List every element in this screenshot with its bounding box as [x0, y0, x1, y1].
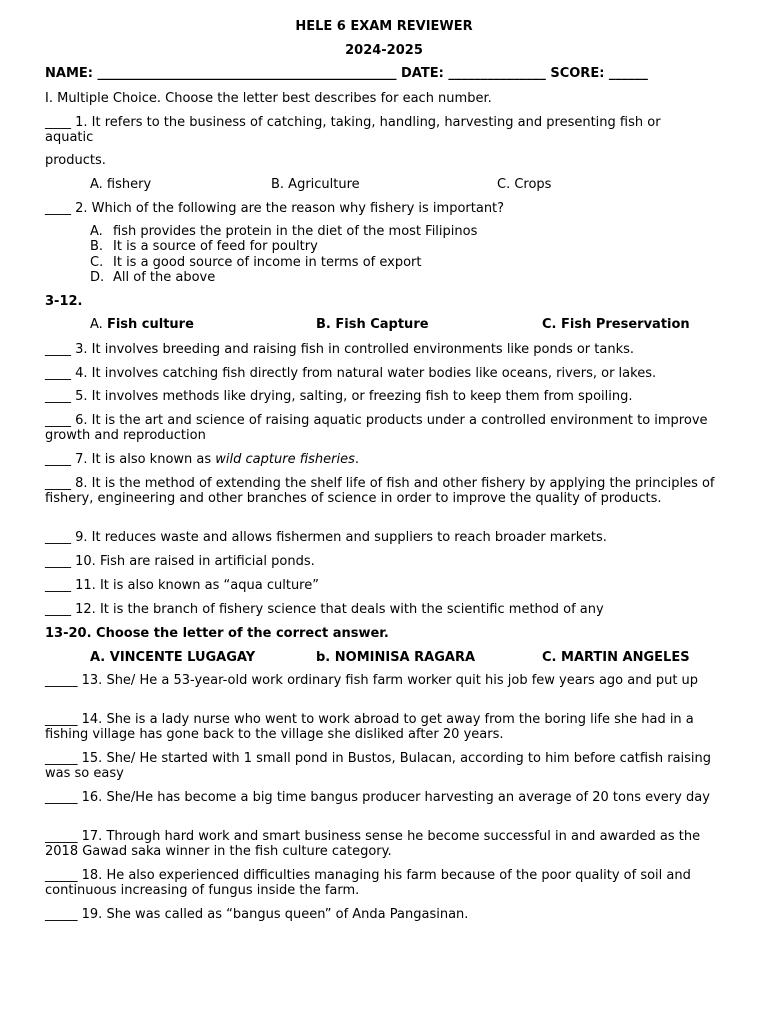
q2-option-d-letter: D.: [90, 270, 105, 285]
section3-option-b: b. NOMINISA RAGARA: [316, 650, 476, 665]
q1-option-c: C. Crops: [497, 177, 552, 192]
q2-option-c-text: It is a good source of income in terms of export: [113, 255, 422, 270]
question-13: _____ 13. She/ He a 53-year-old work ordinary fish farm worker quit his job few years ago and put up: [45, 673, 699, 688]
question-9: ____ 9. It reduces waste and allows fishermen and suppliers to reach broader markets.: [45, 530, 607, 545]
question-16: _____ 16. She/He has become a big time bangus producer harvesting an average of 20 tons every day: [45, 790, 710, 805]
q2-option-b: [90, 239, 318, 254]
school-year: 2024-2025: [345, 43, 423, 58]
q1-option-a: A. fishery: [90, 177, 152, 192]
q2-option-b-letter: B.: [90, 239, 104, 254]
q2-option-d: [90, 270, 215, 285]
question-18: _____ 18. He also experienced difficulties managing his farm because of the poor quality of soil and continuous increasing of fungus inside the farm.: [45, 868, 691, 898]
question-17: _____ 17. Through hard work and smart business sense he become successful in and awarded as the 2018 Gawad saka winner in the fish culture category.: [45, 829, 701, 859]
question-2: ____ 2. Which of the following are the reason why fishery is important?: [45, 201, 505, 216]
question-8: ____ 8. It is the method of extending the shelf life of fish and other fishery by applying the principles of fishery, engineering and other branches of science in order to improve the quality of products.: [45, 476, 715, 506]
question-5: ____ 5. It involves methods like drying, salting, or freezing fish to keep them from spoiling.: [45, 389, 633, 404]
question-10: ____ 10. Fish are raised in artificial ponds.: [45, 554, 315, 569]
section3-option-c: C. MARTIN ANGELES: [542, 650, 690, 665]
question-3: ____ 3. It involves breeding and raising fish in controlled environments like ponds or tanks.: [45, 342, 635, 357]
exam-title: HELE 6 EXAM REVIEWER: [295, 19, 473, 34]
section2-option-b: B. Fish Capture: [316, 317, 429, 332]
q2-option-d-text: All of the above: [113, 270, 216, 285]
q2-option-a-text: fish provides the protein in the diet of the most Filipinos: [113, 224, 478, 239]
question-1-line2: aquatic: [45, 130, 94, 145]
q2-option-a: [90, 224, 477, 239]
section2-option-a: [90, 317, 194, 332]
section3-heading: 13-20. Choose the letter of the correct answer.: [45, 626, 389, 641]
section3-option-a: A. VINCENTE LUGAGAY: [90, 650, 256, 665]
question-12: ____ 12. It is the branch of fishery science that deals with the scientific method of any: [45, 602, 604, 617]
q2-option-b-text: It is a source of feed for poultry: [113, 239, 318, 254]
name-date-score-line: NAME: ______________________________________________ DATE: _______________ SCORE: ______: [45, 66, 648, 81]
question-11: ____ 11. It is also known as “aqua culture”: [45, 578, 319, 593]
question-7-term: wild capture fisheries: [215, 452, 355, 467]
question-7-text: ____ 7. It is also known as: [45, 452, 216, 467]
section2-option-a-text: Fish culture: [106, 317, 194, 332]
question-6: ____ 6. It is the art and science of raising aquatic products under a controlled environment to improve growth and reproduction: [45, 413, 708, 443]
q2-option-a-letter: A.: [90, 224, 103, 239]
question-7: [45, 452, 736, 467]
question-19: _____ 19. She was called as “bangus queen” of Anda Pangasinan.: [45, 907, 469, 922]
section2-option-a-prefix: A.: [90, 317, 103, 332]
question-14: _____ 14. She is a lady nurse who went to work abroad to get away from the boring life she had in a fishing village has gone back to the village she disliked after 20 years.: [45, 712, 694, 742]
q1-option-b: B. Agriculture: [271, 177, 360, 192]
question-1-line1: ____ 1. It refers to the business of catching, taking, handling, harvesting and presenting fish or: [45, 115, 661, 130]
section1-instruction: I. Multiple Choice. Choose the letter best describes for each number.: [45, 91, 492, 106]
question-15: _____ 15. She/ He started with 1 small pond in Bustos, Bulacan, according to him before catfish raising was so easy: [45, 751, 712, 781]
question-4: ____ 4. It involves catching fish directly from natural water bodies like oceans, rivers, or lakes.: [45, 366, 657, 381]
question-1-line3: products.: [45, 153, 106, 168]
section2-option-c: C. Fish Preservation: [542, 317, 690, 332]
q2-option-c: [90, 255, 421, 270]
question-7-end: .: [354, 452, 359, 467]
q2-option-c-letter: C.: [90, 255, 104, 270]
section2-heading: 3-12.: [45, 294, 83, 309]
